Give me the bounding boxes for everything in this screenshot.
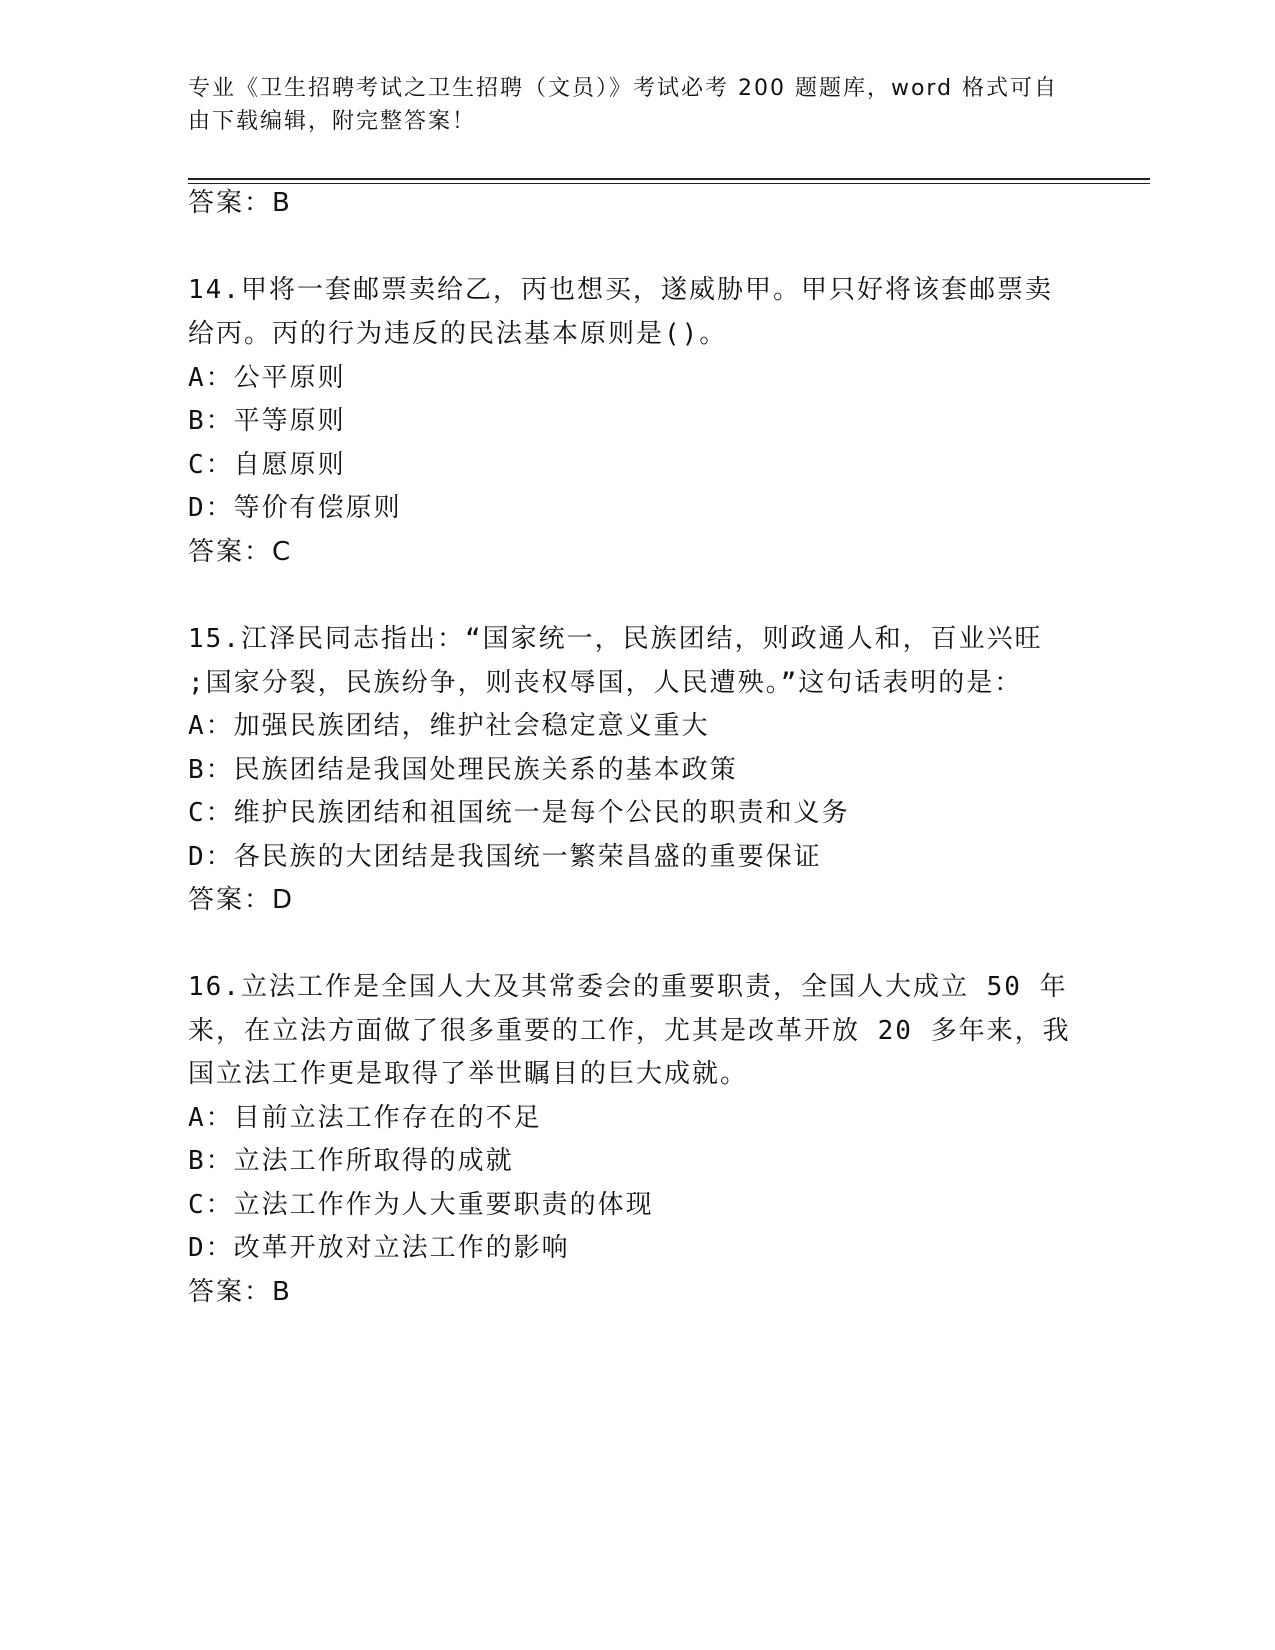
question-16-answer: 答案：B	[188, 1277, 292, 1307]
answer-line: 答案：B	[188, 188, 292, 218]
question-16-option-a: A：目前立法工作存在的不足	[188, 1103, 542, 1133]
question-16-stem-line-2: 来，在立法方面做了很多重要的工作，尤其是改革开放 20 多年来，我	[188, 1016, 1071, 1046]
question-16-stem-line-1: 16.立法工作是全国人大及其常委会的重要职责，全国人大成立 50 年	[188, 972, 1068, 1002]
question-14-stem-line-1: 14.甲将一套邮票卖给乙，丙也想买，遂威胁甲。甲只好将该套邮票卖	[188, 275, 1053, 305]
question-16-option-c: C：立法工作作为人大重要职责的体现	[188, 1190, 654, 1220]
question-15-option-d: D：各民族的大团结是我国统一繁荣昌盛的重要保证	[188, 842, 822, 872]
document-header	[188, 72, 1068, 138]
question-15-option-a: A：加强民族团结，维护社会稳定意义重大	[188, 711, 710, 741]
question-15-stem-line-2: ;国家分裂，民族纷争，则丧权辱国，人民遭殃。”这句话表明的是：	[188, 668, 1023, 698]
question-14-option-a: A：公平原则	[188, 363, 346, 393]
question-14-option-b: B：平等原则	[188, 406, 346, 436]
question-15-option-c: C：维护民族团结和祖国统一是每个公民的职责和义务	[188, 798, 850, 828]
question-14-option-c: C：自愿原则	[188, 450, 346, 480]
question-16-option-d: D：改革开放对立法工作的影响	[188, 1233, 570, 1263]
question-15-option-b: B：民族团结是我国处理民族关系的基本政策	[188, 755, 738, 785]
header-divider-thin	[188, 183, 1150, 184]
question-14-option-d: D：等价有偿原则	[188, 493, 402, 523]
question-16-option-b: B：立法工作所取得的成就	[188, 1146, 514, 1176]
header-line-1: 专业《卫生招聘考试之卫生招聘（文员）》考试必考 200 题题库，word 格式可自	[188, 76, 1059, 101]
question-14-stem-line-2: 给丙。丙的行为违反的民法基本原则是()。	[188, 319, 728, 349]
question-15-answer: 答案：D	[188, 885, 295, 915]
question-16-stem-line-3: 国立法工作更是取得了举世瞩目的巨大成就。	[188, 1059, 749, 1089]
header-line-2: 由下载编辑，附完整答案！	[188, 109, 477, 134]
header-divider-thick	[188, 178, 1150, 180]
question-15-stem-line-1: 15.江泽民同志指出：“国家统一，民族团结，则政通人和，百业兴旺	[188, 624, 1043, 654]
question-14-answer: 答案：C	[188, 537, 293, 567]
